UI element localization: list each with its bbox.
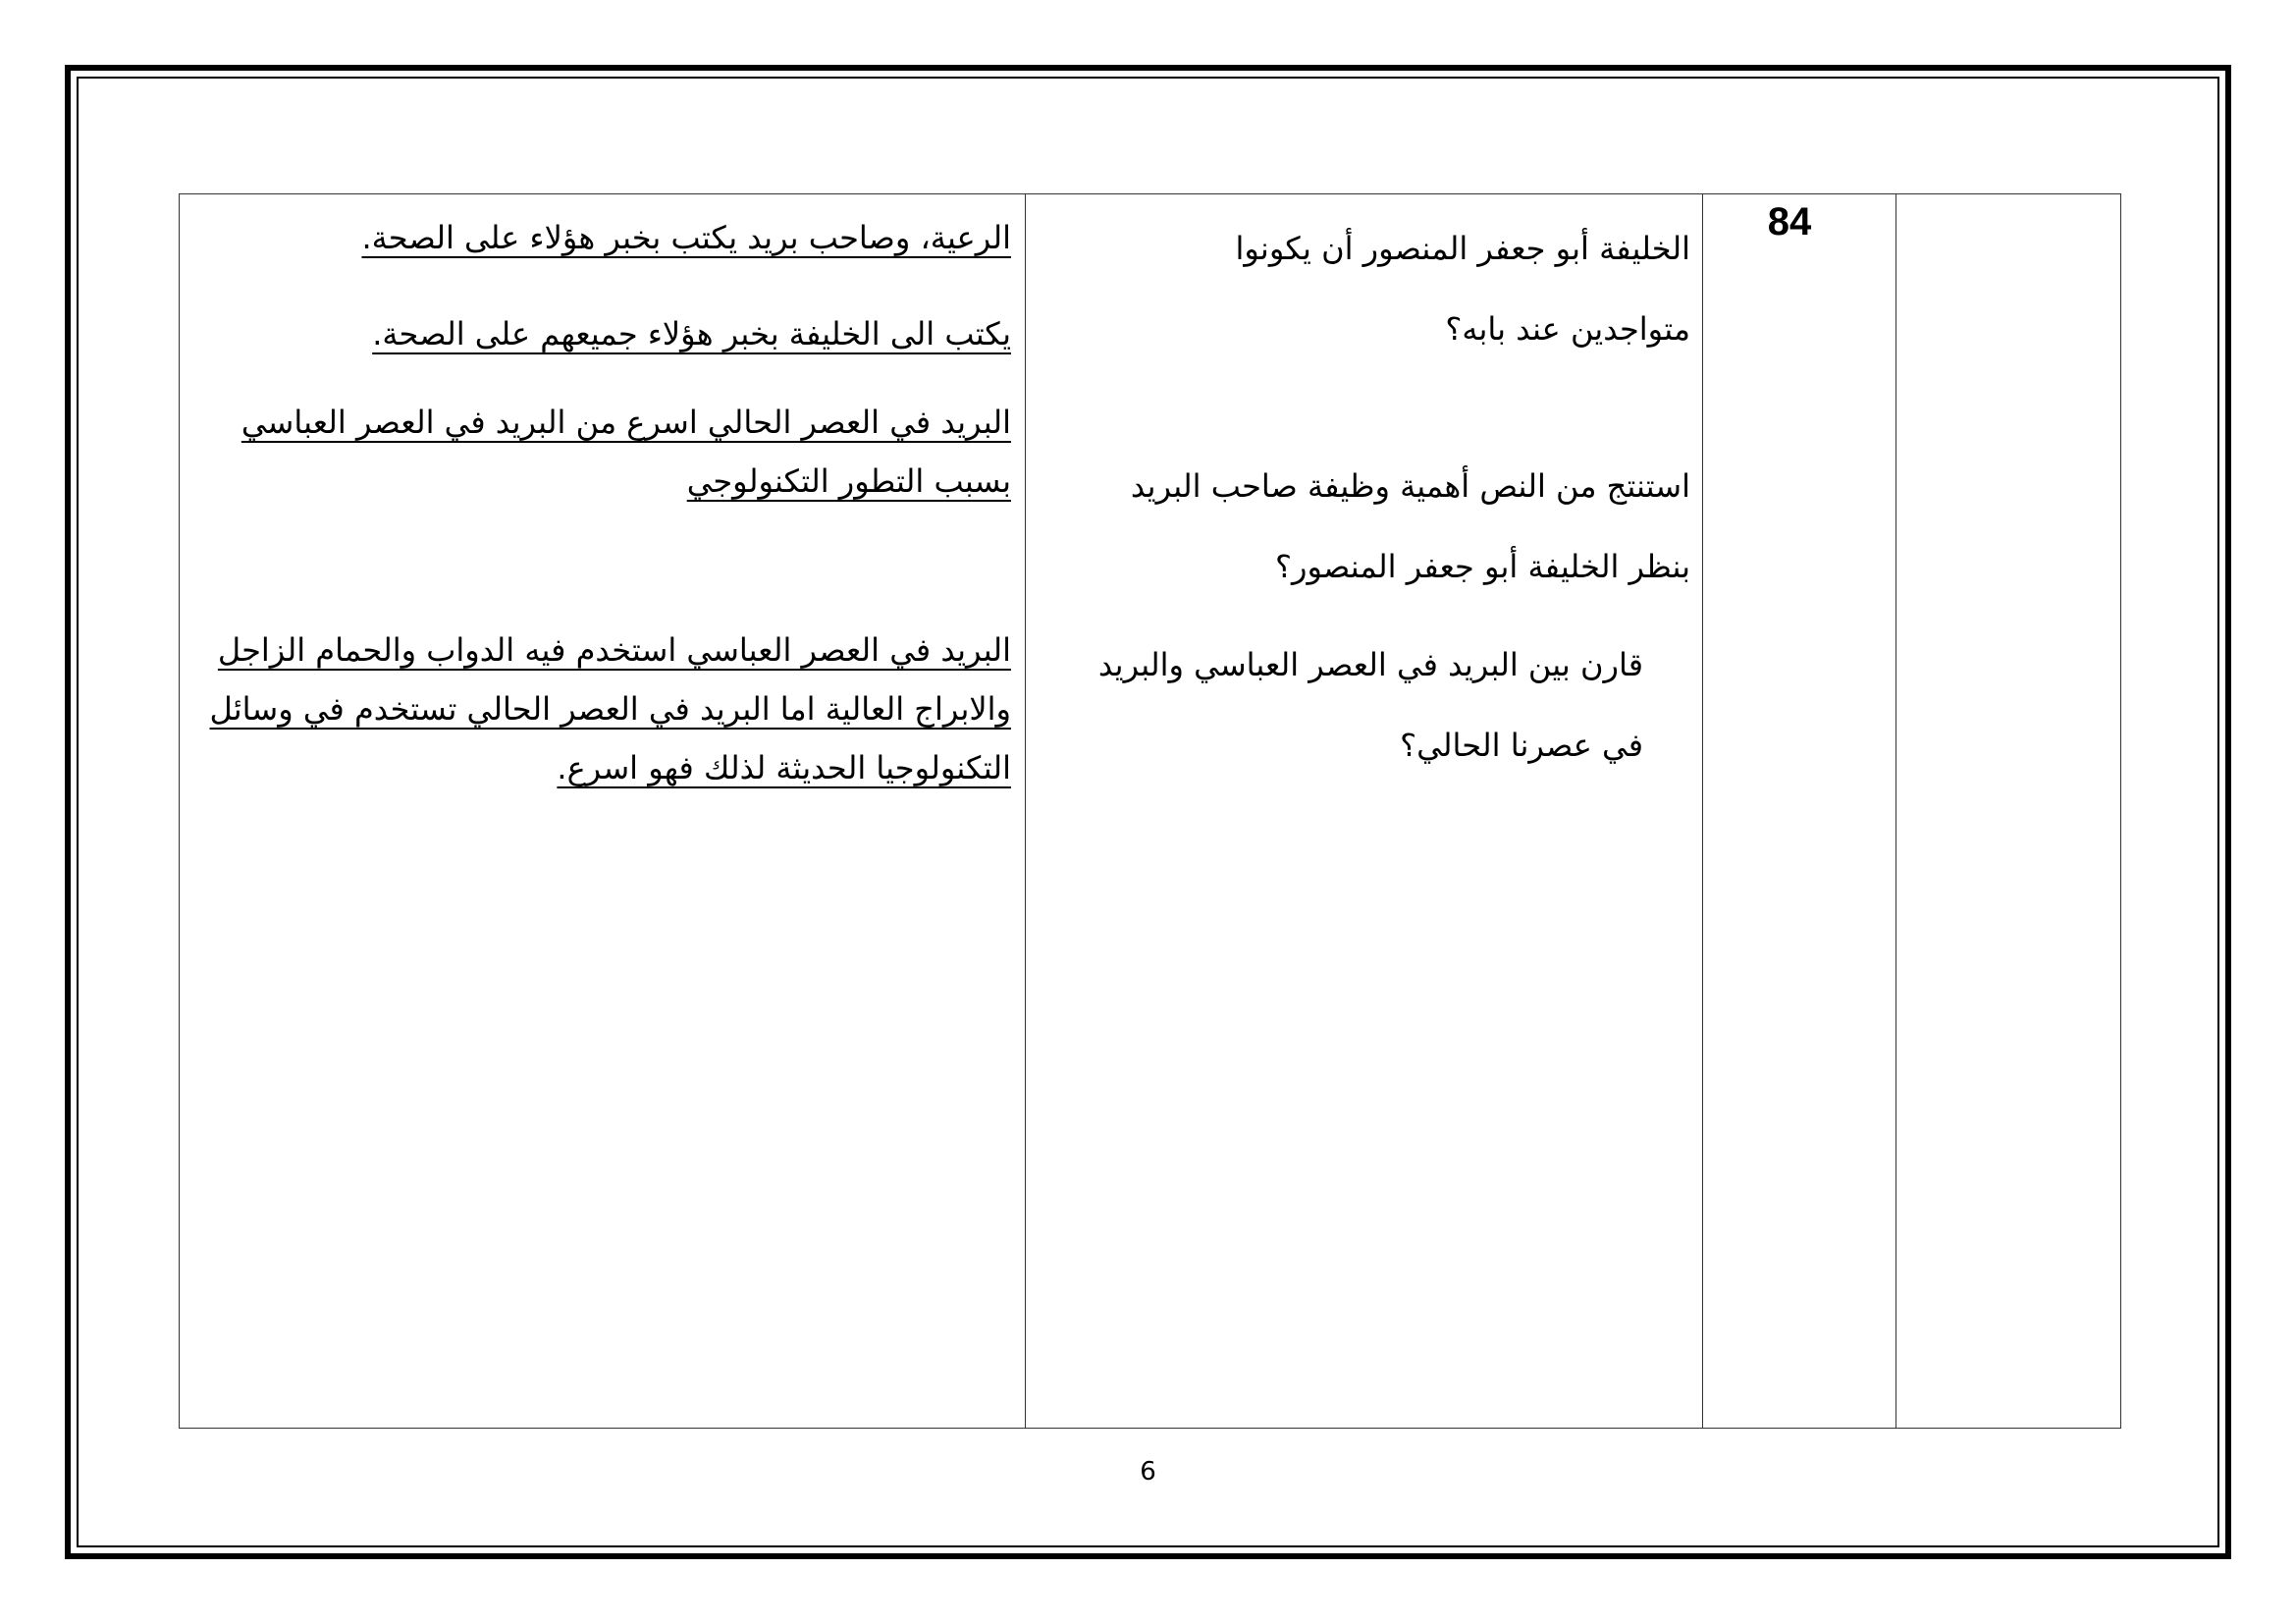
- answer-text-2: يكتب الى الخليفة بخبر هؤلاء جميعهم على الصحة.: [372, 315, 1011, 352]
- question-cell: [1026, 194, 1703, 1429]
- worksheet-table: [179, 193, 2121, 1429]
- question-1-line-2: متواجدين عند بابه؟: [1445, 310, 1690, 348]
- table-row: [180, 194, 2121, 1429]
- question-2-line-2: بنظر الخليفة أبو جعفر المنصور؟: [1275, 548, 1690, 585]
- answer-text-3: البريد في العصر الحالي اسرع من البريد في العصر العباسي بسبب التطور التكنولوجي: [240, 404, 1011, 500]
- answer-text-1: الرعية، وصاحب بريد يكتب بخبر هؤلاء على الصحة.: [361, 219, 1011, 256]
- blank-cell: [1896, 194, 2121, 1429]
- answer-cell: [180, 194, 1026, 1429]
- item-number: 84: [1767, 200, 1812, 244]
- page-number: 6: [1140, 1457, 1156, 1487]
- question-3-line-2: في عصرنا الحالي؟: [1400, 727, 1643, 764]
- question-1-line-1: الخليفة أبو جعفر المنصور أن يكونوا: [1235, 230, 1690, 267]
- answer-text-4: البريد في العصر العباسي استخدم فيه الدواب والحمام الزاجل والابراج العالية اما البريد في العصر الحالي تستخدم في وسائل التكنولوجيا الحديثة لذلك فهو اسرع.: [209, 631, 1011, 786]
- question-2-line-1: استنتج من النص أهمية وظيفة صاحب البريد: [1130, 467, 1690, 505]
- question-3-line-1: قارن بين البريد في العصر العباسي والبريد: [1097, 646, 1643, 683]
- number-cell: [1703, 194, 1896, 1429]
